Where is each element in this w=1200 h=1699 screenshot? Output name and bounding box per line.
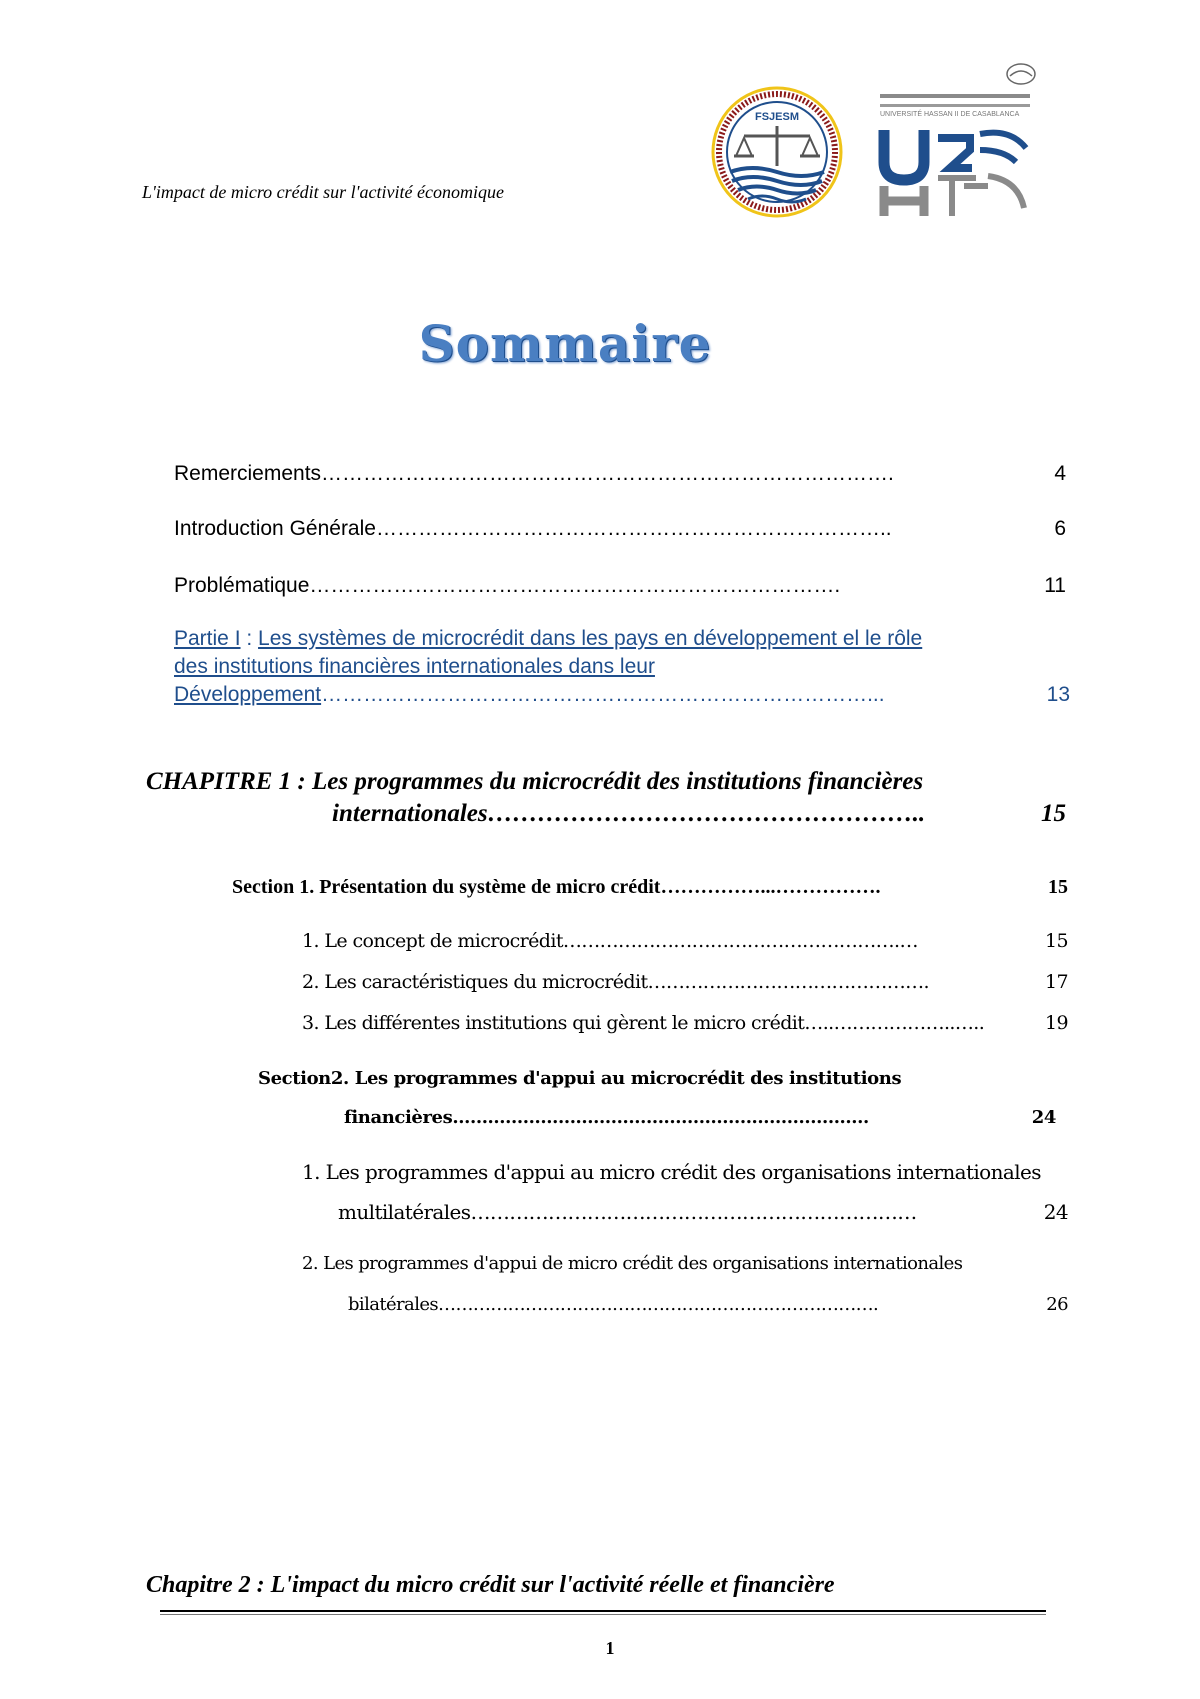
toc-entry-label: financières [344, 1107, 453, 1128]
toc-page: 11 [1044, 574, 1066, 597]
toc-entry-section-2-item-2[interactable]: 2. Les programmes d'appui de micro crédit des organisations internationales [302, 1253, 963, 1274]
toc-page: 24 [1031, 1107, 1056, 1128]
toc-entry-section-1[interactable] [232, 876, 1068, 899]
toc-entry-chapitre-1[interactable] [146, 766, 1066, 830]
toc-entry-label: bilatérales [348, 1294, 439, 1315]
toc-entry-label: multilatérales [338, 1200, 471, 1224]
toc-entry-label: Problématique [174, 574, 310, 597]
toc-entry-remerciements[interactable] [174, 462, 1066, 486]
toc-page: 4 [1054, 462, 1066, 485]
partie-label-link[interactable]: Partie I [174, 627, 241, 650]
toc-leader: …..………………..….. [804, 1012, 985, 1034]
page-title: Sommaire [418, 314, 712, 373]
toc-entry-section-2-title[interactable]: Section2. Les programmes d'appui au microcrédit des institutions [258, 1068, 902, 1089]
toc-entry-label: Remerciements [174, 462, 322, 485]
toc-page: 15 [1045, 930, 1068, 952]
toc-page: 19 [1045, 1012, 1068, 1034]
uh2-logo-caption: UNIVERSITÉ HASSAN II DE CASABLANCA [880, 111, 1020, 118]
toc-entry-section-2-item-2-cont[interactable] [348, 1294, 1068, 1315]
toc-leader: ……………...……………. [660, 876, 881, 898]
toc-entry-label: 1. Le concept de microcrédit [302, 930, 563, 952]
toc-leader: …………………………………………………………….. [452, 1107, 869, 1128]
partie-title-link-line2[interactable]: des institutions financières internationales dans leur [174, 655, 655, 678]
toc-entry-label: 2. Les caractéristiques du microcrédit [302, 971, 648, 993]
partie-title-link-line3[interactable]: Développement [174, 683, 322, 706]
toc-entry-partie-1[interactable] [174, 625, 1070, 709]
chapitre-1-title-cont: internationales [332, 800, 488, 827]
footer-divider [160, 1610, 1046, 1612]
toc-entry-section-2[interactable] [344, 1107, 1056, 1128]
toc-leader: …………………………………………………………… [470, 1200, 917, 1224]
toc-entry-problematique[interactable] [174, 574, 1066, 598]
toc-leader: ………………………………………. [647, 971, 929, 993]
page-number: 1 [605, 1638, 615, 1658]
toc-page: 6 [1054, 517, 1066, 540]
uh2-logo [876, 58, 1036, 218]
fsjesm-logo-text: FSJESM [754, 111, 800, 123]
uh2-logo-text: UH2 [876, 58, 878, 59]
toc-entry-chapitre-2[interactable]: Chapitre 2 : L'impact du micro crédit sur l'activité réelle et financière [146, 1572, 835, 1598]
toc-page: 26 [1046, 1294, 1068, 1315]
partie-title-link-cont[interactable]: el le rôle [837, 627, 923, 650]
toc-leader: …………………………………………….. [487, 800, 926, 827]
footer-divider-secondary [160, 1614, 1046, 1615]
toc-entry-label: 3. Les différentes institutions qui gèrent le micro crédit [302, 1012, 805, 1034]
toc-entry-introduction[interactable] [174, 517, 1066, 541]
toc-leader: ……………………………………………………………….. [375, 517, 892, 540]
chapitre-1-title: CHAPITRE 1 : Les programmes du microcrédit des institutions financières [146, 768, 924, 795]
toc-entry-section-2-item-1-cont[interactable] [338, 1200, 1068, 1224]
running-header-title: L'impact de micro crédit sur l'activité économique [142, 182, 504, 202]
toc-page: 13 [1046, 683, 1070, 706]
toc-page: 24 [1043, 1200, 1068, 1224]
toc-page: 15 [1041, 800, 1066, 827]
toc-leader: ………………………………………………………………………. [321, 462, 894, 485]
toc-leader: ……………………………………………….… [562, 930, 918, 952]
fsjesm-logo [692, 84, 862, 222]
toc-entry-section-2-item-1[interactable]: 1. Les programmes d'appui au micro crédit des organisations internationales [302, 1160, 1041, 1184]
toc-entry-section-1-item-1[interactable] [302, 930, 1068, 952]
partie-separator: : [240, 627, 259, 650]
toc-page: 15 [1048, 876, 1068, 898]
toc-page: 17 [1045, 971, 1068, 993]
toc-leader: …………………………………………………………………. [438, 1294, 879, 1315]
toc-leader: …………………………………………………………………. [309, 574, 841, 597]
toc-entry-section-1-item-3[interactable] [302, 1012, 1068, 1034]
partie-title-link[interactable]: Les systèmes de microcrédit dans les pays en développement [258, 627, 838, 650]
toc-entry-label: Section 1. Présentation du système de micro crédit [232, 876, 661, 898]
toc-entry-label: Introduction Générale [174, 517, 376, 540]
toc-leader: ……………………………………………………………………... [321, 683, 885, 706]
toc-entry-section-1-item-2[interactable] [302, 971, 1068, 993]
